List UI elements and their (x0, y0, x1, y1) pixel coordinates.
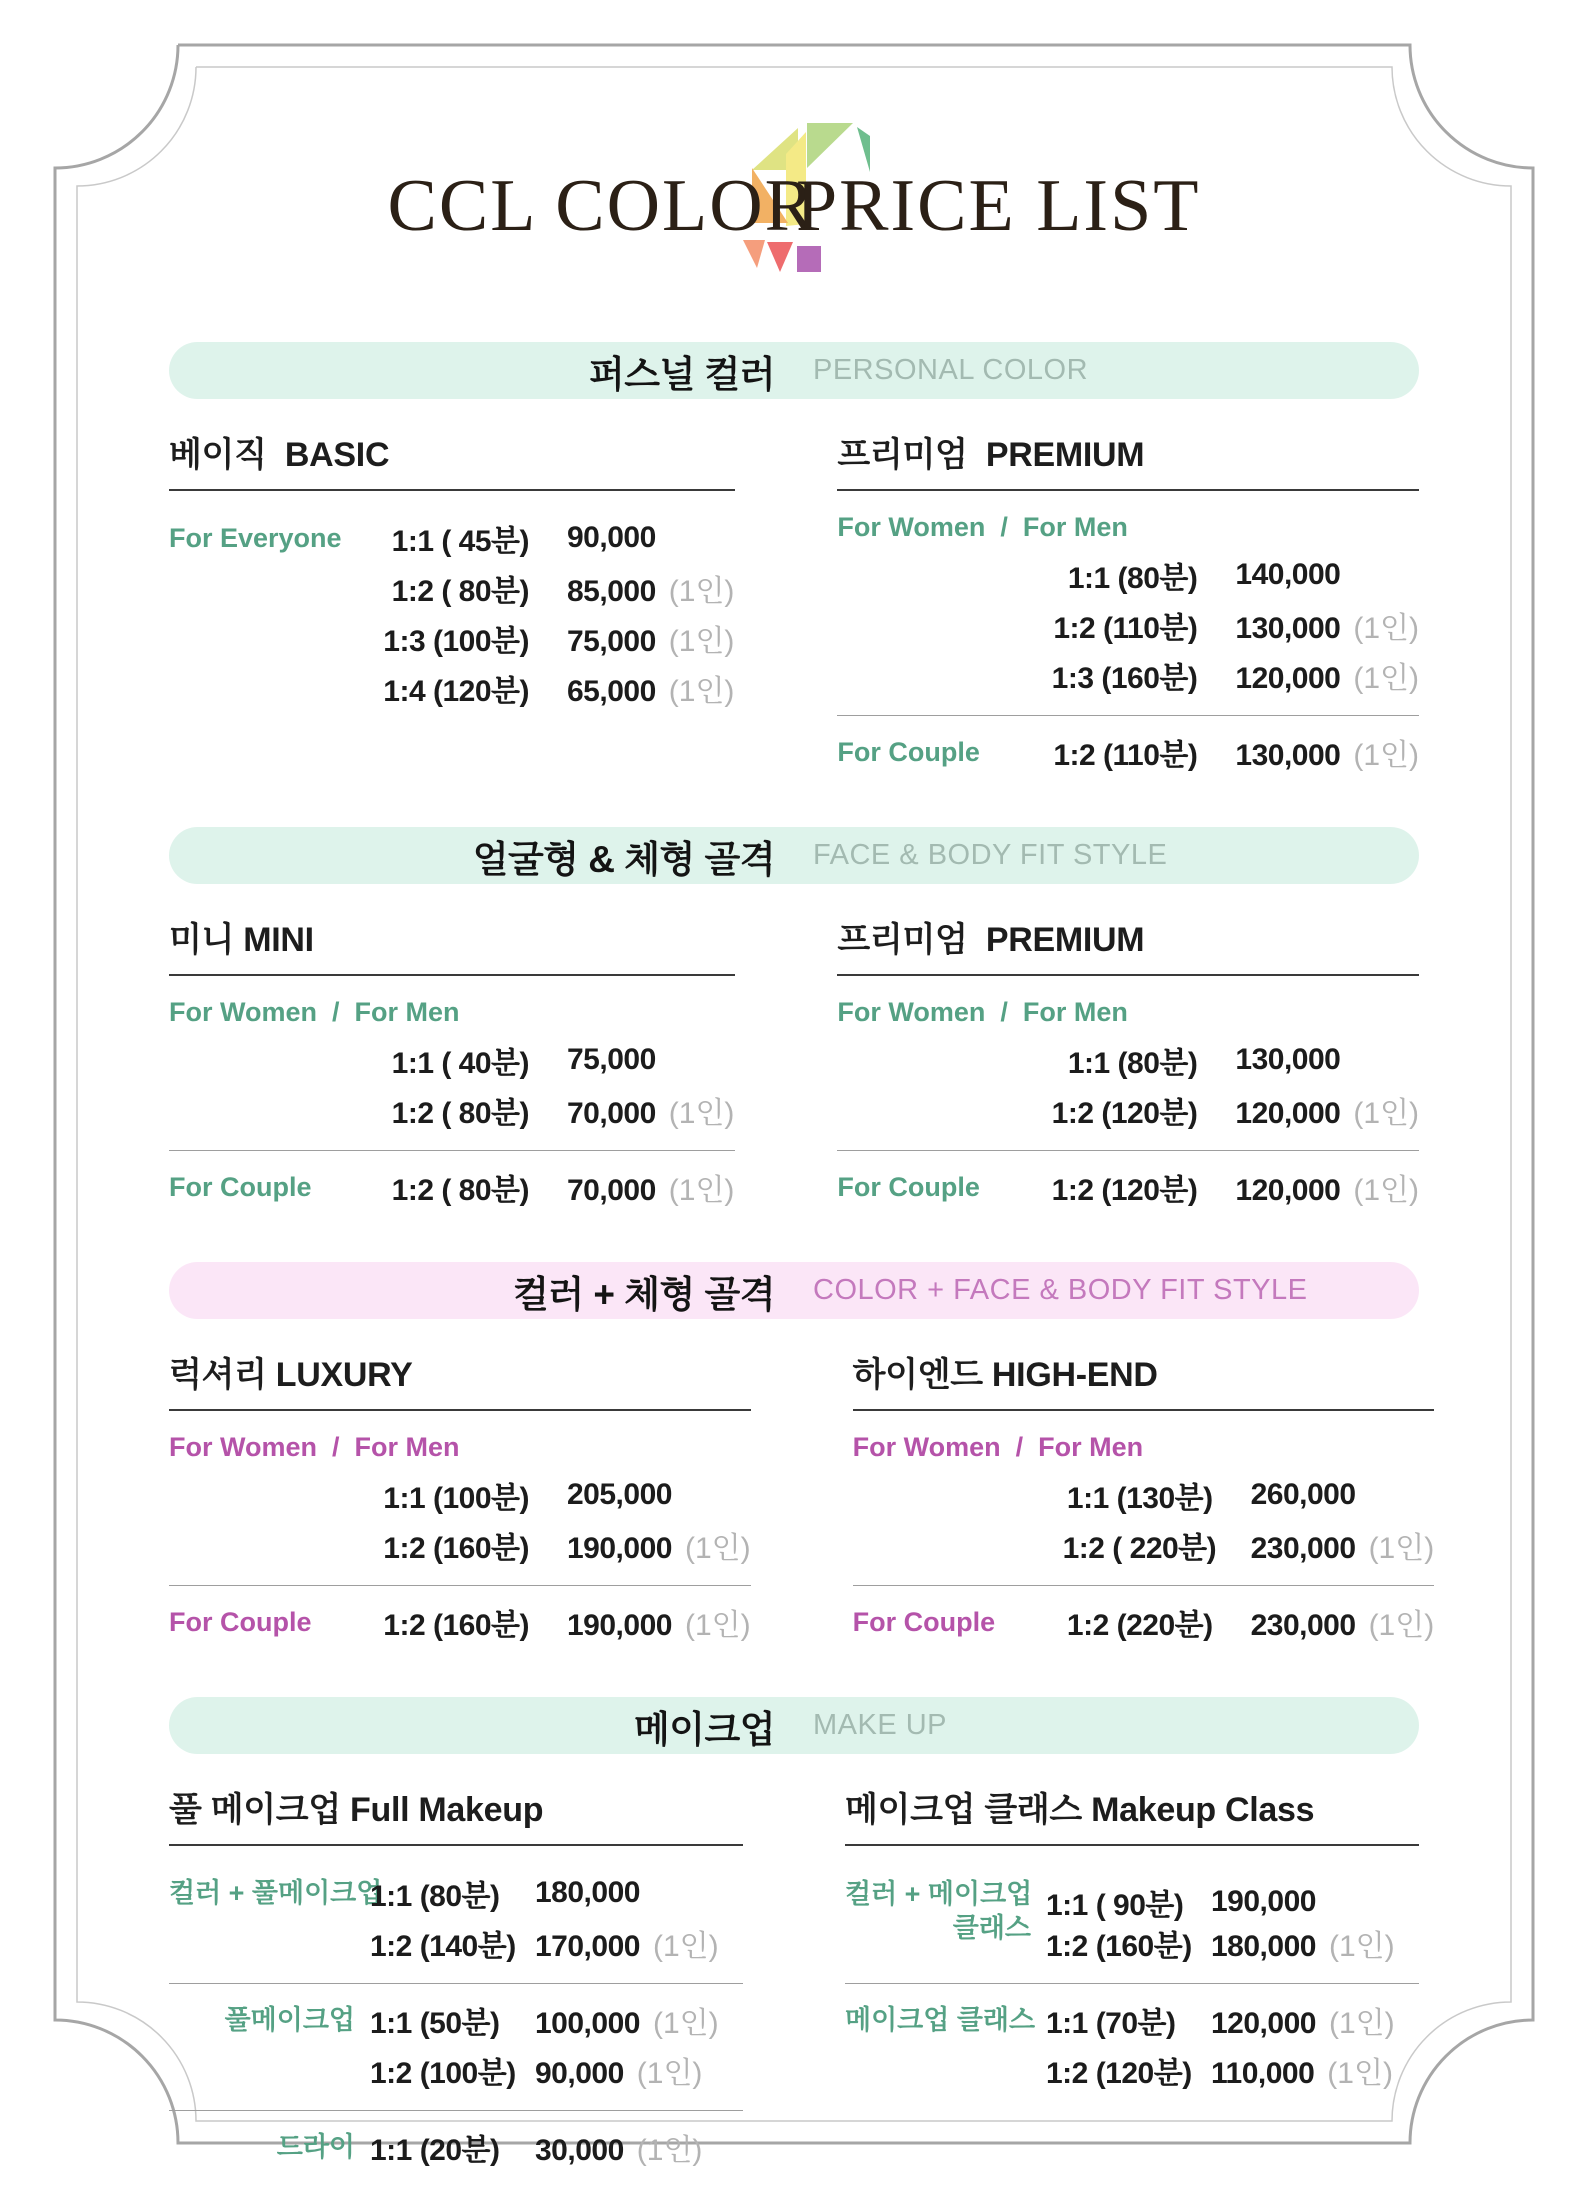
price-row (169, 1085, 735, 1135)
column (845, 1754, 1419, 2095)
time-cell: 1:1 (20분) (370, 2134, 500, 2167)
section-body (169, 884, 1419, 1212)
column-heading: 프리미엄 PREMIUM (837, 921, 1145, 959)
time-cell: 1:2 (140분) (370, 1930, 516, 1963)
price-value: 260,000 (1250, 1478, 1356, 1511)
price-rows (169, 2122, 743, 2172)
price-cell (511, 1921, 743, 1965)
price-cell (1187, 1921, 1419, 1965)
section-banner (169, 827, 1419, 884)
price-value: 180,000 (535, 1876, 640, 1909)
section-banner (169, 342, 1419, 399)
column-heading: 하이엔드 HIGH-END (852, 1356, 1158, 1394)
price-value: 190,000 (567, 1532, 672, 1565)
per-person-note: (1인) (636, 2057, 703, 2090)
per-person-note: (1인) (668, 625, 735, 658)
group-label: For Women / For Men (837, 512, 1128, 542)
price-row (169, 1995, 743, 2045)
time-cell: 1:2 (220분) (1066, 1609, 1213, 1642)
time-cell: 1:2 (100분) (370, 2057, 516, 2090)
row-label: For Couple (169, 1607, 312, 1637)
per-person-note: (1인) (1353, 612, 1419, 645)
column-heading: 베이직 BASIC (169, 436, 390, 474)
group-separator (845, 1983, 1419, 1984)
per-person-note: (1인) (1368, 1532, 1435, 1565)
price-value: 70,000 (567, 1174, 656, 1207)
time-cell: 1:1 (100분) (383, 1482, 529, 1515)
time-cell: 1:2 ( 80분) (391, 575, 529, 608)
row-label: For Everyone (169, 523, 342, 553)
price-value: 75,000 (567, 1043, 656, 1076)
price-rows (169, 513, 735, 713)
price-row (169, 2045, 743, 2095)
price-cell (1235, 730, 1419, 774)
price-row (169, 563, 735, 613)
row-label: 풀메이크업 (224, 2005, 355, 2035)
price-value: 90,000 (535, 2057, 624, 2090)
time-cell: 1:2 (160분) (383, 1532, 529, 1565)
banner-title-ko: 컬러 + 체형 골격 (513, 1273, 775, 1315)
price-rows (169, 1868, 743, 1968)
price-rows (837, 1035, 1419, 1135)
price-row (845, 1868, 1419, 1943)
banner-title-ko: 얼굴형 & 체형 골격 (472, 838, 775, 880)
heading-rule (837, 489, 1419, 491)
price-value: 120,000 (1211, 2007, 1316, 2040)
group-label: For Women / For Men (837, 997, 1128, 1027)
couple-separator (837, 715, 1419, 716)
time-cell: 1:2 (120분) (1046, 2057, 1192, 2090)
logo-text-right: PRICE LIST (796, 165, 1201, 247)
logo-text-left: CCL COLOR (387, 165, 817, 247)
row-label: 메이크업 클래스 (845, 2005, 1036, 2035)
per-person-note: (1인) (1353, 1174, 1419, 1207)
row-label: For Couple (852, 1607, 996, 1637)
banner-title-en: PERSONAL COLOR (813, 354, 1089, 386)
price-cell (567, 521, 735, 555)
price-row (837, 1035, 1419, 1085)
column (837, 884, 1419, 1212)
row-label: 컬러 + 풀메이크업 (169, 1878, 383, 1908)
heading-rule (853, 1409, 1435, 1411)
time-cell: 1:1 (70분) (1046, 2007, 1176, 2040)
column (169, 1754, 743, 2172)
price-cell (1235, 1043, 1419, 1077)
column (169, 884, 735, 1212)
per-person-note: (1인) (1327, 2057, 1393, 2090)
group-label: For Women / For Men (169, 997, 460, 1027)
price-cell (567, 666, 735, 710)
price-value: 120,000 (1235, 662, 1341, 695)
price-value: 190,000 (1211, 1885, 1316, 1918)
price-value: 100,000 (535, 2007, 640, 2040)
price-cell (567, 1043, 735, 1077)
couple-row (853, 1597, 1435, 1647)
group-separator (169, 1983, 743, 1984)
price-cell (1235, 558, 1419, 592)
per-person-note: (1인) (1328, 2007, 1395, 2040)
price-value: 130,000 (1235, 612, 1341, 645)
row-label: For Couple (169, 1172, 312, 1202)
heading-rule (169, 974, 735, 976)
section-banner (169, 1262, 1419, 1319)
price-cell (567, 1600, 751, 1644)
per-person-note: (1인) (1328, 1930, 1395, 1963)
time-cell: 1:1 (50분) (370, 2007, 500, 2040)
couple-row (837, 727, 1419, 777)
price-cell (567, 566, 735, 610)
price-rows (837, 550, 1419, 700)
couple-row (169, 1597, 751, 1647)
banner-title-en: COLOR + FACE & BODY FIT STYLE (813, 1274, 1308, 1306)
price-value: 190,000 (567, 1609, 672, 1642)
column (169, 1319, 751, 1647)
column-heading: 미니 MINI (169, 921, 314, 959)
per-person-note: (1인) (684, 1532, 751, 1565)
per-person-note: (1인) (668, 675, 735, 708)
column (169, 399, 735, 713)
price-value: 230,000 (1250, 1532, 1356, 1565)
price-cell (1187, 2048, 1419, 2092)
price-value: 30,000 (535, 2134, 624, 2167)
price-value: 70,000 (567, 1097, 656, 1130)
couple-separator (169, 1585, 751, 1586)
time-cell: 1:3 (160분) (1051, 662, 1198, 695)
time-cell: 1:3 (100분) (383, 625, 529, 658)
time-cell: 1:2 (120분) (1051, 1174, 1198, 1207)
couple-separator (837, 1150, 1419, 1151)
heading-rule (169, 1409, 751, 1411)
group-label: For Women / For Men (852, 1432, 1144, 1462)
couple-row (837, 1162, 1419, 1212)
price-cell (567, 1165, 735, 1209)
price-row (169, 663, 735, 713)
banner-title-en: MAKE UP (813, 1709, 948, 1741)
price-row (169, 1918, 743, 1968)
per-person-note: (1인) (1353, 662, 1419, 695)
price-value: 110,000 (1211, 2057, 1315, 2090)
group-separator (169, 2110, 743, 2111)
price-rows (853, 1470, 1435, 1570)
banner-title-en: FACE & BODY FIT STYLE (813, 839, 1168, 871)
row-label: For Couple (837, 1172, 980, 1202)
per-person-note: (1인) (652, 2007, 719, 2040)
price-cell (511, 1876, 743, 1910)
column-heading: 풀 메이크업 Full Makeup (169, 1791, 544, 1829)
sections (169, 342, 1435, 2172)
price-value: 120,000 (1235, 1174, 1341, 1207)
time-cell: 1:2 (120분) (1051, 1097, 1198, 1130)
price-rows (845, 1868, 1419, 1968)
price-rows (169, 1995, 743, 2095)
price-cell (1251, 1600, 1435, 1644)
price-row (837, 550, 1419, 600)
time-cell: 1:1 ( 40분) (391, 1047, 529, 1080)
price-value: 140,000 (1235, 558, 1341, 591)
price-cell (1235, 603, 1419, 647)
time-cell: 1:2 ( 80분) (391, 1097, 529, 1130)
price-cell (567, 616, 735, 660)
time-cell: 1:1 ( 90분) (1046, 1889, 1184, 1922)
price-value: 170,000 (535, 1930, 640, 1963)
price-value: 180,000 (1211, 1930, 1316, 1963)
row-label: 컬러 + 메이크업 클래스 (845, 1879, 1033, 1943)
price-row (845, 1995, 1419, 2045)
price-cell (1235, 1165, 1419, 1209)
price-row (837, 600, 1419, 650)
price-row (837, 650, 1419, 700)
couple-separator (169, 1150, 735, 1151)
time-cell: 1:1 (80분) (1067, 1047, 1198, 1080)
price-row (853, 1520, 1435, 1570)
banner-title-ko: 메이크업 (634, 1708, 775, 1750)
per-person-note: (1인) (1368, 1609, 1435, 1642)
price-row (169, 1470, 751, 1520)
price-value: 205,000 (567, 1478, 672, 1511)
column (853, 1319, 1435, 1647)
price-value: 230,000 (1250, 1609, 1356, 1642)
price-row (169, 513, 735, 563)
price-rows (169, 1470, 751, 1570)
price-row (169, 613, 735, 663)
heading-rule (845, 1844, 1419, 1846)
price-value: 90,000 (567, 521, 656, 554)
couple-row (169, 1162, 735, 1212)
per-person-note: (1인) (668, 1174, 735, 1207)
logo (169, 120, 1419, 280)
price-cell (567, 1478, 751, 1512)
time-cell: 1:2 ( 80분) (391, 1174, 529, 1207)
row-label: For Couple (837, 737, 980, 767)
time-cell: 1:2 ( 220분) (1062, 1532, 1217, 1565)
price-cell (1187, 1885, 1419, 1919)
column-heading: 럭셔리 LUXURY (169, 1356, 413, 1394)
heading-rule (169, 489, 735, 491)
price-cell (1251, 1478, 1435, 1512)
banner-title-ko: 퍼스널 컬러 (589, 353, 775, 395)
time-cell: 1:2 (160분) (1046, 1930, 1192, 1963)
per-person-note: (1인) (636, 2134, 703, 2167)
per-person-note: (1인) (652, 1930, 719, 1963)
couple-separator (853, 1585, 1435, 1586)
time-cell: 1:1 ( 45분) (391, 525, 529, 558)
price-row (169, 1868, 743, 1918)
per-person-note: (1인) (684, 1609, 751, 1642)
time-cell: 1:2 (110분) (1053, 739, 1198, 772)
section-body (169, 1319, 1435, 1647)
column-heading: 메이크업 클래스 Makeup Class (845, 1791, 1315, 1829)
time-cell: 1:2 (110분) (1053, 612, 1198, 645)
price-rows (845, 1995, 1419, 2095)
price-cell (511, 2048, 743, 2092)
price-value: 130,000 (1235, 739, 1341, 772)
heading-rule (169, 1844, 743, 1846)
price-row (169, 1035, 735, 1085)
per-person-note: (1인) (1353, 739, 1419, 772)
price-cell (511, 1998, 743, 2042)
price-row (169, 2122, 743, 2172)
section-banner (169, 1697, 1419, 1754)
section-body (169, 399, 1419, 777)
time-cell: 1:4 (120분) (383, 675, 529, 708)
price-value: 85,000 (567, 575, 656, 608)
per-person-note: (1인) (668, 575, 735, 608)
price-cell (567, 1088, 735, 1132)
per-person-note: (1인) (668, 1097, 735, 1130)
price-cell (567, 1523, 751, 1567)
price-value: 130,000 (1235, 1043, 1341, 1076)
price-value: 75,000 (567, 625, 656, 658)
price-cell (1235, 653, 1419, 697)
price-row (853, 1470, 1435, 1520)
price-value: 120,000 (1235, 1097, 1341, 1130)
time-cell: 1:2 (160분) (383, 1609, 529, 1642)
price-cell (511, 2125, 743, 2169)
price-cell (1251, 1523, 1435, 1567)
price-cell (1187, 1998, 1419, 2042)
row-label: 드라이 (276, 2132, 355, 2162)
price-row (845, 2045, 1419, 2095)
price-row (169, 1520, 751, 1570)
column (837, 399, 1419, 777)
group-label: For Women / For Men (169, 1432, 460, 1462)
heading-rule (837, 974, 1419, 976)
column-heading: 프리미엄 PREMIUM (837, 436, 1145, 474)
per-person-note: (1인) (1353, 1097, 1419, 1130)
price-rows (169, 1035, 735, 1135)
time-cell: 1:1 (80분) (1067, 562, 1198, 595)
price-value: 65,000 (567, 675, 656, 708)
time-cell: 1:1 (130분) (1066, 1482, 1213, 1515)
time-cell: 1:1 (80분) (370, 1880, 500, 1913)
price-cell (1235, 1088, 1419, 1132)
price-row (837, 1085, 1419, 1135)
section-body (169, 1754, 1419, 2172)
